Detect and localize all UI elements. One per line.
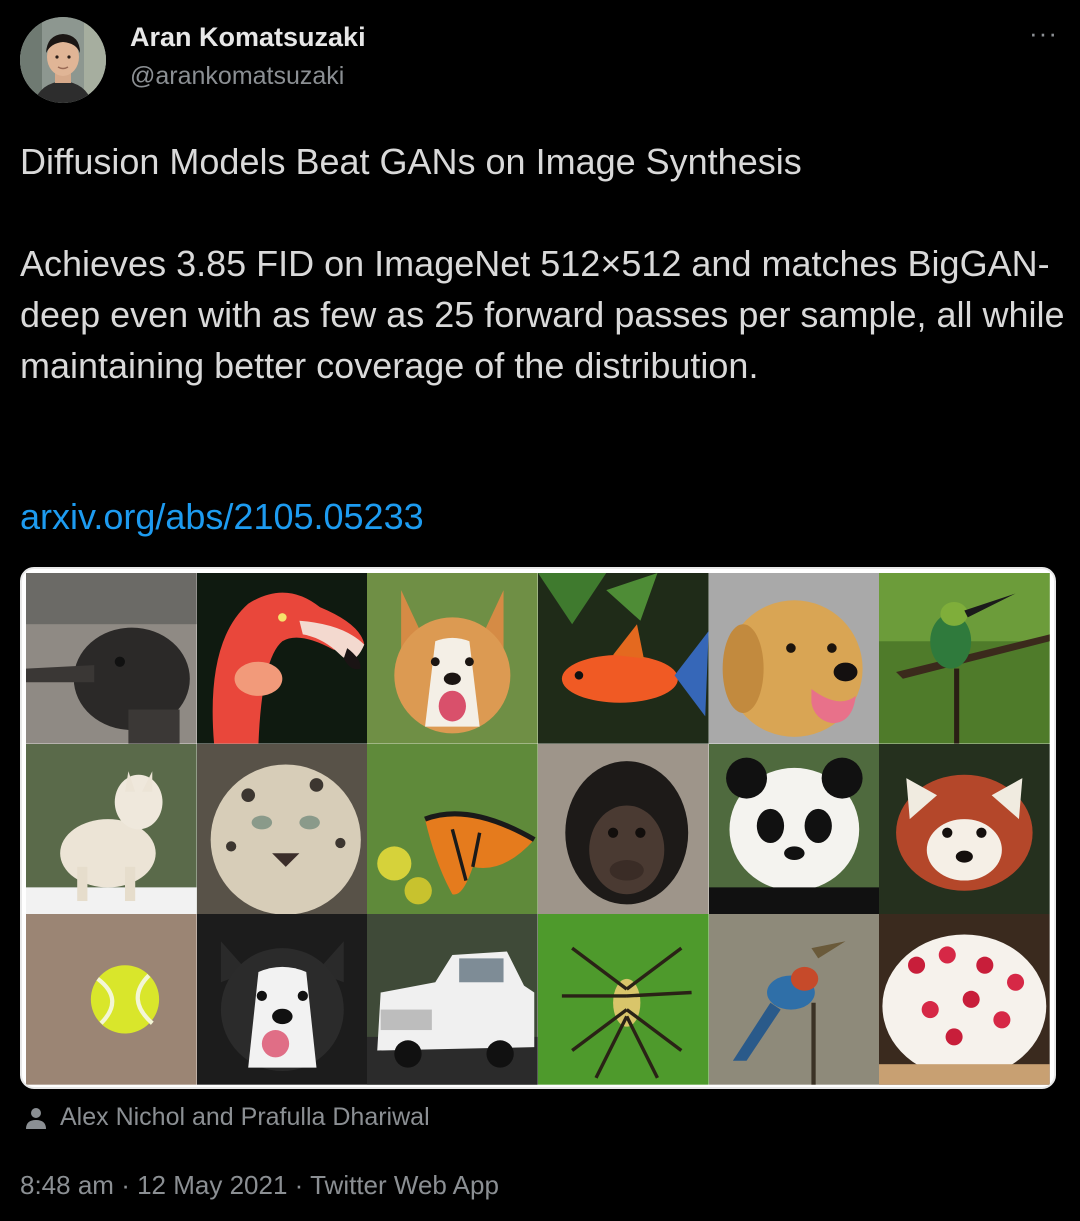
sample-raspberry-trifle [879, 914, 1050, 1085]
sample-red-panda [879, 744, 1050, 915]
person-icon [24, 1106, 48, 1130]
avatar-photo [20, 17, 106, 103]
sample-bee-eater [709, 914, 880, 1085]
author-display-name[interactable]: Aran Komatsuzaki [130, 22, 366, 52]
sample-spider [538, 914, 709, 1085]
tweet-body: Achieves 3.85 FID on ImageNet 512×512 and matches BigGAN-deep even with as few as 25 forward passes per sample, all while maintaining better coverage of the distribution. [20, 243, 1065, 386]
tweet-source[interactable]: Twitter Web App [310, 1170, 499, 1200]
sample-husky [197, 914, 368, 1085]
tweet-title-line: Diffusion Models Beat GANs on Image Synthesis [20, 141, 802, 182]
image-caption [24, 1103, 430, 1132]
sample-ostrich [26, 573, 197, 744]
sample-white-wolf [26, 744, 197, 915]
sample-corgi [367, 573, 538, 744]
sample-tennis-ball [26, 914, 197, 1085]
tweet-date[interactable]: 12 May 2021 [137, 1170, 288, 1200]
sample-goldfish [538, 573, 709, 744]
sample-snow-leopard [197, 744, 368, 915]
sample-golden-retriever [709, 573, 880, 744]
sample-panda [709, 744, 880, 915]
caption-text: Alex Nichol and Prafulla Dhariwal [60, 1103, 430, 1131]
more-options-icon[interactable]: ··· [1029, 18, 1058, 48]
sample-image-grid [26, 573, 1050, 1085]
media-image[interactable] [20, 567, 1056, 1089]
author-handle[interactable]: @arankomatsuzaki [130, 62, 345, 90]
meta-separator: · [294, 1170, 304, 1200]
tweet-metadata [20, 1170, 499, 1201]
meta-separator: · [121, 1170, 130, 1200]
sample-hummingbird [879, 573, 1050, 744]
sample-flamingo [197, 573, 368, 744]
sample-pickup-truck [367, 914, 538, 1085]
tweet-time[interactable]: 8:48 am [20, 1170, 114, 1200]
sample-chimpanzee [538, 744, 709, 915]
arxiv-link[interactable]: arxiv.org/abs/2105.05233 [20, 496, 424, 537]
author-avatar[interactable] [20, 17, 106, 103]
sample-monarch-butterfly [367, 744, 538, 915]
